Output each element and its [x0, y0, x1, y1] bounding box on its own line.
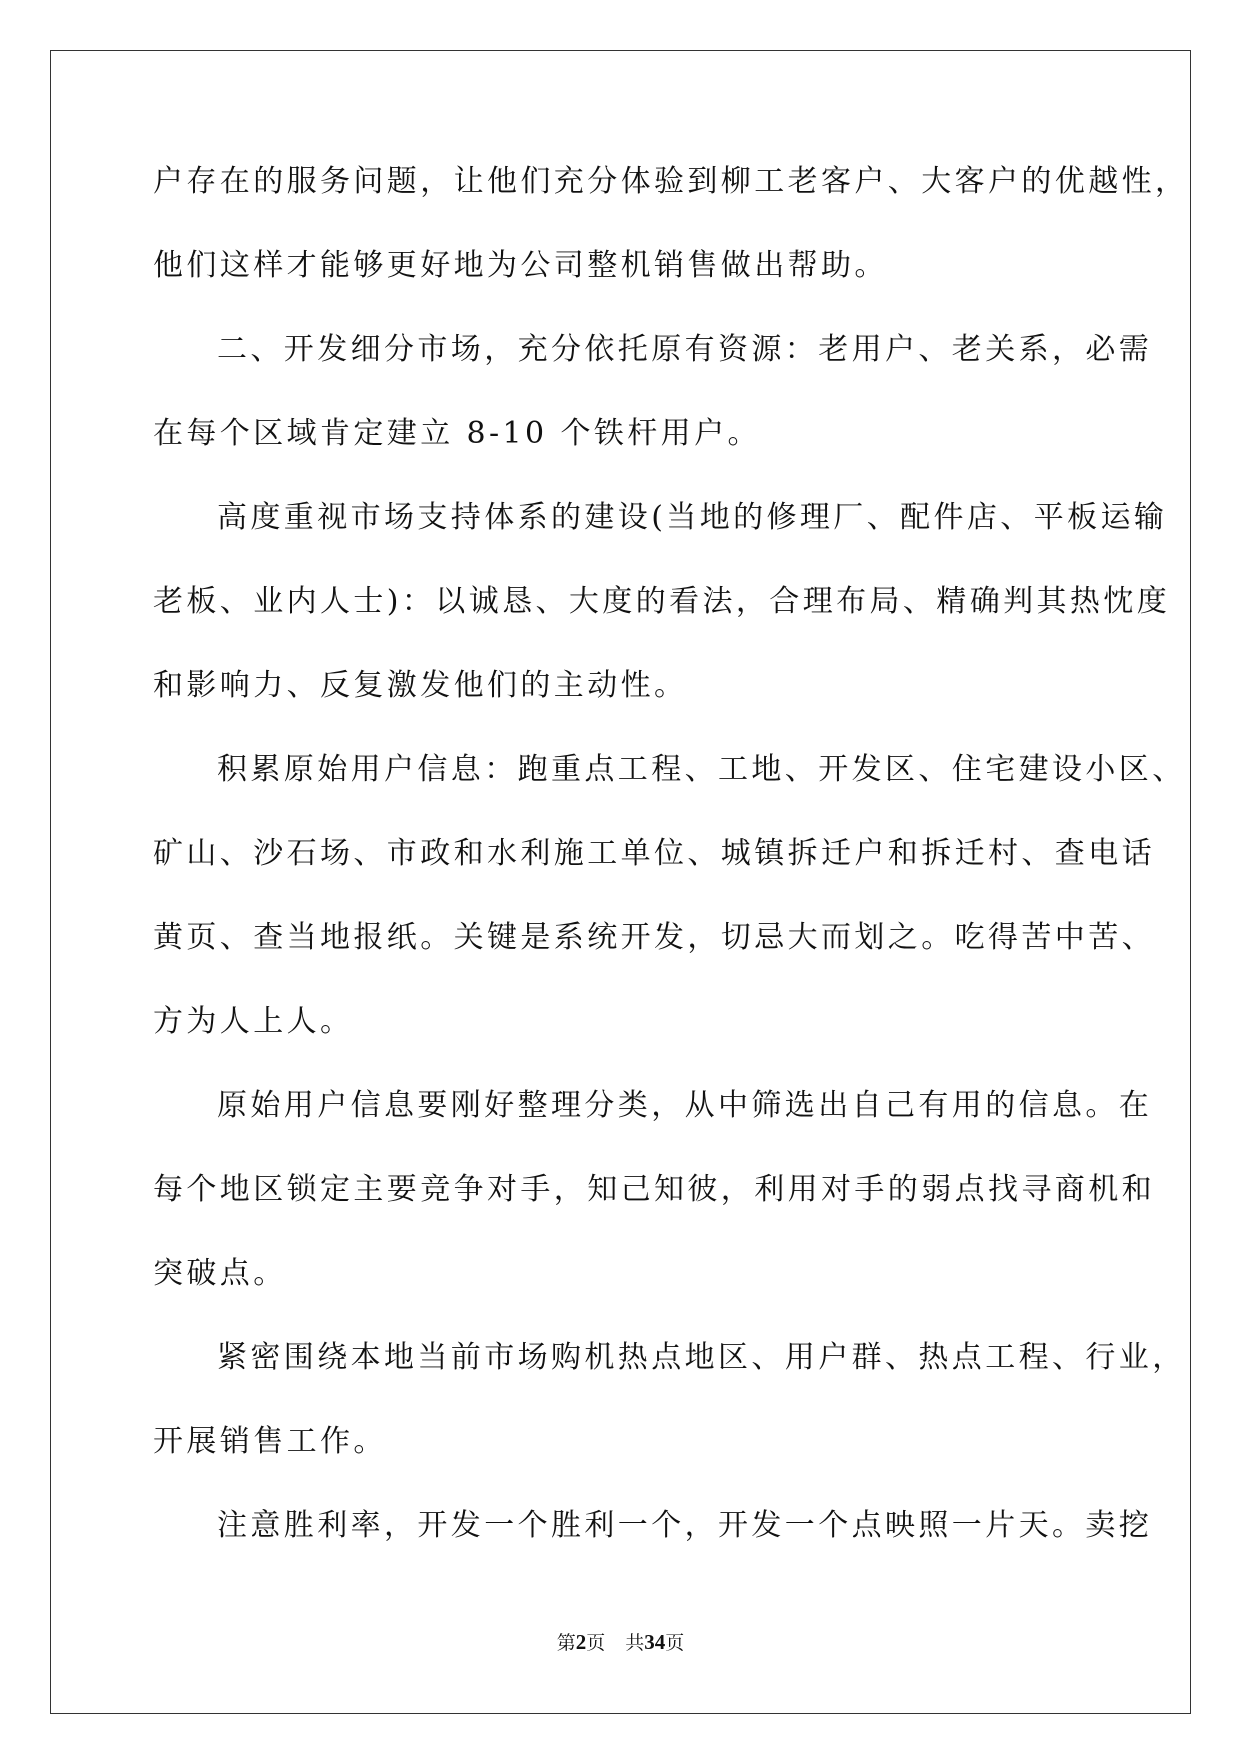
text-line: 老板、业内人士)：以诚恳、大度的看法，合理布局、精确判其热忱度: [153, 584, 1171, 619]
paragraph-1: [153, 140, 1189, 308]
paragraph-2: [153, 308, 1153, 476]
total-suffix: 页: [665, 1632, 685, 1654]
total-prefix: 共: [625, 1632, 645, 1654]
text-line: 原始用户信息要刚好整理分类，从中筛选出自己有用的信息。在: [217, 1088, 1153, 1123]
page-suffix: 页: [586, 1632, 606, 1654]
text-line: 积累原始用户信息：跑重点工程、工地、开发区、住宅建设小区、: [217, 752, 1186, 787]
text-line: 户存在的服务问题，让他们充分体验到柳工老客户、大客户的优越性，: [153, 164, 1189, 199]
text-line: 开展销售工作。: [153, 1424, 387, 1459]
text-line: 黄页、查当地报纸。关键是系统开发，切忌大而划之。吃得苦中苦、: [153, 920, 1155, 955]
page-footer: [0, 1628, 1241, 1655]
text-line: 矿山、沙石场、市政和水利施工单位、城镇拆迁户和拆迁村、查电话: [153, 836, 1155, 871]
text-line: 方为人上人。: [153, 1004, 354, 1039]
paragraph-5: [153, 1064, 1155, 1316]
paragraph-6: [153, 1316, 1186, 1484]
paragraph-3: [153, 476, 1171, 728]
total-pages: 34: [644, 1630, 666, 1654]
page-number: 2: [575, 1630, 587, 1654]
text-line: 注意胜利率，开发一个胜利一个，开发一个点映照一片天。卖挖: [217, 1508, 1153, 1543]
text-line: 他们这样才能够更好地为公司整机销售做出帮助。: [153, 248, 888, 283]
page-prefix: 第: [556, 1632, 576, 1654]
text-line: 二、开发细分市场，充分依托原有资源：老用户、老关系，必需: [217, 332, 1153, 367]
paragraph-4: [153, 728, 1186, 1064]
text-line: 每个地区锁定主要竞争对手，知己知彼，利用对手的弱点找寻商机和: [153, 1172, 1155, 1207]
text-line: 在每个区域肯定建立 8-10 个铁杆用户。: [153, 416, 761, 451]
paragraph-7: [153, 1484, 1153, 1568]
text-line: 紧密围绕本地当前市场购机热点地区、用户群、热点工程、行业，: [217, 1340, 1186, 1375]
text-line: 突破点。: [153, 1256, 287, 1291]
text-line: 高度重视市场支持体系的建设(当地的修理厂、配件店、平板运输: [217, 500, 1168, 535]
text-line: 和影响力、反复激发他们的主动性。: [153, 668, 688, 703]
document-body: [153, 140, 1189, 1568]
